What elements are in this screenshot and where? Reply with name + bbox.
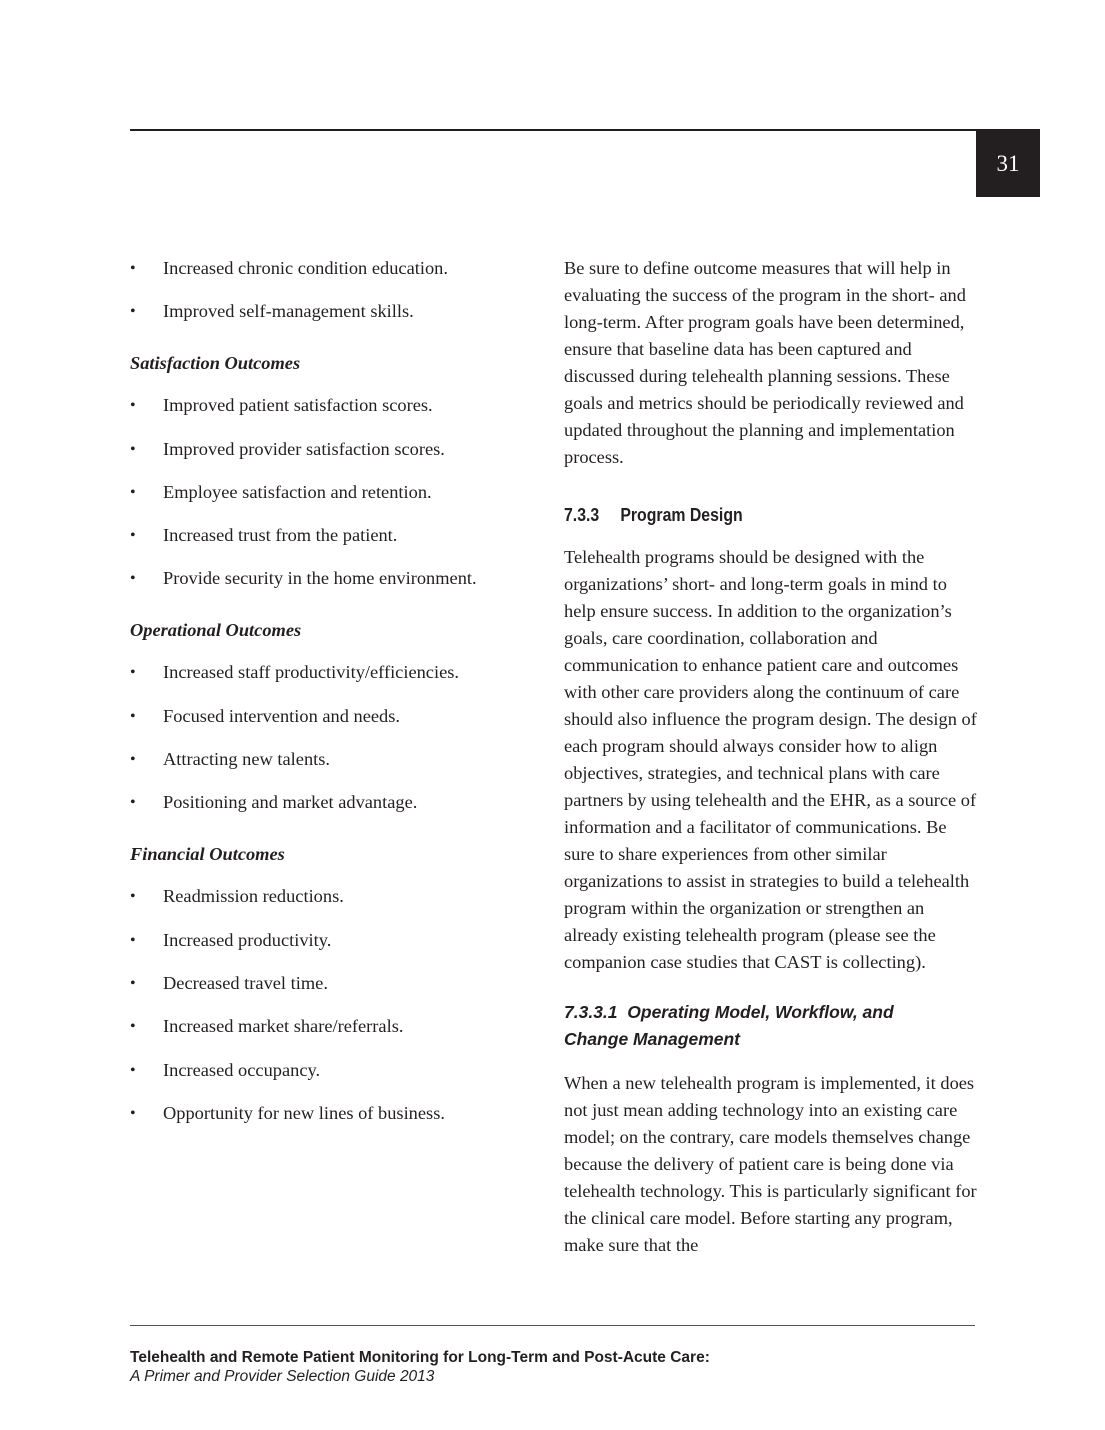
bullet-icon: •: [130, 931, 136, 949]
bullet-icon: •: [130, 794, 136, 812]
bullet-icon: •: [130, 570, 136, 588]
operational-outcomes-heading: Operational Outcomes: [130, 620, 302, 641]
list-item: • Readmission reductions.: [130, 883, 530, 910]
bullet-icon: •: [130, 1018, 136, 1036]
bullet-icon: •: [130, 751, 136, 769]
list-item: • Opportunity for new lines of business.: [130, 1100, 530, 1127]
bullet-icon: •: [130, 440, 136, 458]
intro-bullet-list: [130, 255, 530, 325]
footer-subtitle: A Primer and Provider Selection Guide 2013: [130, 1368, 435, 1385]
right-column: [564, 255, 979, 1259]
list-item: • Improved self-management skills.: [130, 298, 530, 325]
subsection-number: 7.3.3.1: [564, 1002, 618, 1022]
list-item: • Attracting new talents.: [130, 746, 530, 773]
satisfaction-outcomes-heading: Satisfaction Outcomes: [130, 353, 301, 374]
list-item: • Increased productivity.: [130, 927, 530, 954]
bullet-icon: •: [130, 397, 136, 415]
bullet-icon: •: [130, 303, 136, 321]
list-item: • Increased occupancy.: [130, 1057, 530, 1084]
operational-outcomes-list: [130, 659, 530, 816]
footer-rule: [130, 1325, 975, 1326]
page-number: 31: [976, 130, 1040, 197]
bullet-icon: •: [130, 483, 136, 501]
subsection-heading-operating-model: [564, 999, 924, 1053]
satisfaction-outcomes-list: [130, 392, 530, 592]
list-item: • Focused intervention and needs.: [130, 703, 530, 730]
section-title: Program Design: [620, 505, 743, 525]
bullet-icon: •: [130, 707, 136, 725]
operating-model-paragraph: When a new telehealth program is implemented, it does not just mean adding technology into an existing care model; on the contrary, care models themselves change because the delivery of patient care is being done via telehealth technology. This is particularly significant for the clinical care model. Before starting any program, make sure that the: [564, 1073, 977, 1255]
list-item: • Provide security in the home environment.: [130, 565, 530, 592]
bullet-icon: •: [130, 888, 136, 906]
bullet-icon: •: [130, 1061, 136, 1079]
list-item: • Increased market share/referrals.: [130, 1013, 530, 1040]
bullet-icon: •: [130, 974, 136, 992]
list-item: • Increased chronic condition education.: [130, 255, 530, 282]
section-heading-program-design: [564, 502, 929, 529]
list-item: • Decreased travel time.: [130, 970, 530, 997]
bullet-icon: •: [130, 527, 136, 545]
footer-title: Telehealth and Remote Patient Monitoring for Long-Term and Post-Acute Care:: [130, 1349, 710, 1366]
list-item: • Increased trust from the patient.: [130, 522, 530, 549]
bullet-icon: •: [130, 260, 136, 277]
list-item: • Improved patient satisfaction scores.: [130, 392, 530, 419]
left-column: [130, 255, 530, 1127]
bullet-icon: •: [130, 664, 136, 682]
outcome-measures-paragraph: Be sure to define outcome measures that will help in evaluating the success of the program in the short- and long-term. After program goals have been determined, ensure that baseline data has been captured and discussed during telehealth planning sessions. These goals and metrics should be periodically reviewed and updated throughout the planning and implementation process.: [564, 258, 966, 467]
financial-outcomes-heading: Financial Outcomes: [130, 844, 285, 865]
bullet-icon: •: [130, 1104, 136, 1122]
section-number: 7.3.3: [564, 505, 600, 525]
program-design-paragraph: Telehealth programs should be designed with the organizations’ short- and long-term goals in mind to help ensure success. In addition to the organization’s goals, care coordination, collaboration and communication to enhance patient care and outcomes with other care providers along the continuum of care should also influence the program design. The design of each program should always consider how to align objectives, strategies, and technical plans with care partners by using telehealth and the EHR, as a source of information and a facilitator of communications. Be sure to share experiences from other similar organizations to assist in strategies to build a telehealth program within the organization or strengthen an already existing telehealth program (please see the companion case studies that CAST is collecting).: [564, 547, 977, 972]
list-item: • Positioning and market advantage.: [130, 789, 530, 816]
subsection-title: Operating Model, Workflow, and Change Management: [564, 1002, 894, 1049]
financial-outcomes-list: [130, 883, 530, 1126]
list-item: • Employee satisfaction and retention.: [130, 479, 530, 506]
header-rule: [130, 129, 1040, 131]
footer: [130, 1348, 710, 1386]
list-item: • Improved provider satisfaction scores.: [130, 436, 530, 463]
list-item: • Increased staff productivity/efficiencies.: [130, 659, 530, 686]
